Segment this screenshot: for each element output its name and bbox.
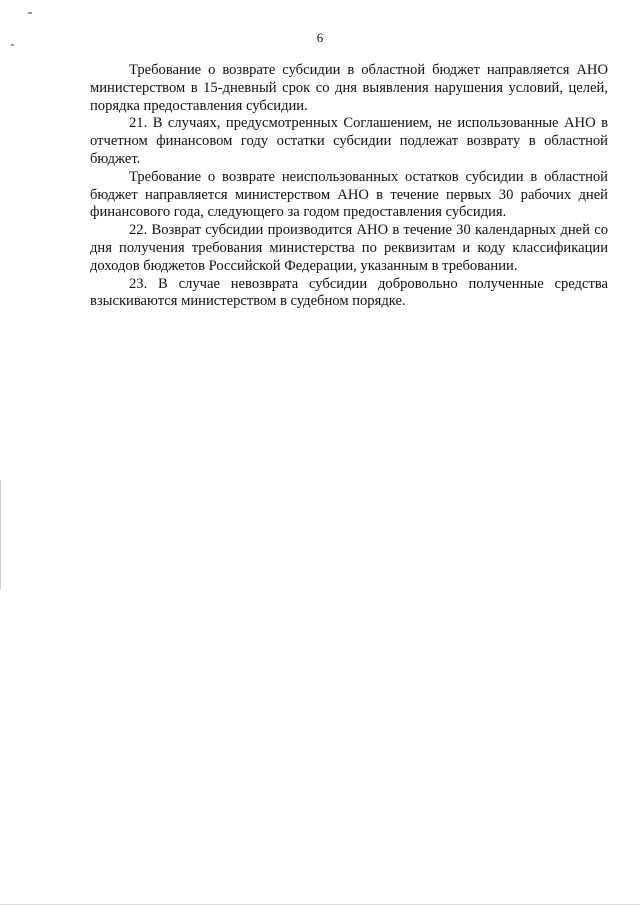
document-body (90, 62, 608, 311)
paragraph-clause-22: 22. Возврат субсидии производится АНО в течение 30 календарных дней со дня получения требования министерства по реквизитам и коду классификации доходов бюджетов Российской Федерации, указанным в требовании. (90, 222, 608, 274)
paragraph-unused-balance-requirement: Требование о возврате неиспользованных остатков субсидии в областной бюджет направляется министерством АНО в течение первых 30 рабочих дней финансового года, следующего за годом предоставления субсидия. (90, 168, 608, 221)
scan-edge-shadow (0, 480, 1, 590)
paragraph-clause-21: 21. В случаях, предусмотренных Соглашением, не использованные АНО в отчетном финансовом году остатки субсидии подлежат возврату в областной бюджет. (90, 115, 608, 167)
page-number: 6 (316, 30, 324, 45)
paragraph-clause-23: 23. В случае невозврата субсидии добровольно полученные средства взыскиваются министерством в судебном порядке. (90, 275, 608, 310)
scan-artifact (28, 12, 32, 14)
paragraph-return-requirement: Требование о возврате субсидии в областной бюджет направляется АНО министерством в 15-дневный срок со дня выявления нарушения условий, целей, порядка предоставления субсидии. (90, 62, 608, 114)
